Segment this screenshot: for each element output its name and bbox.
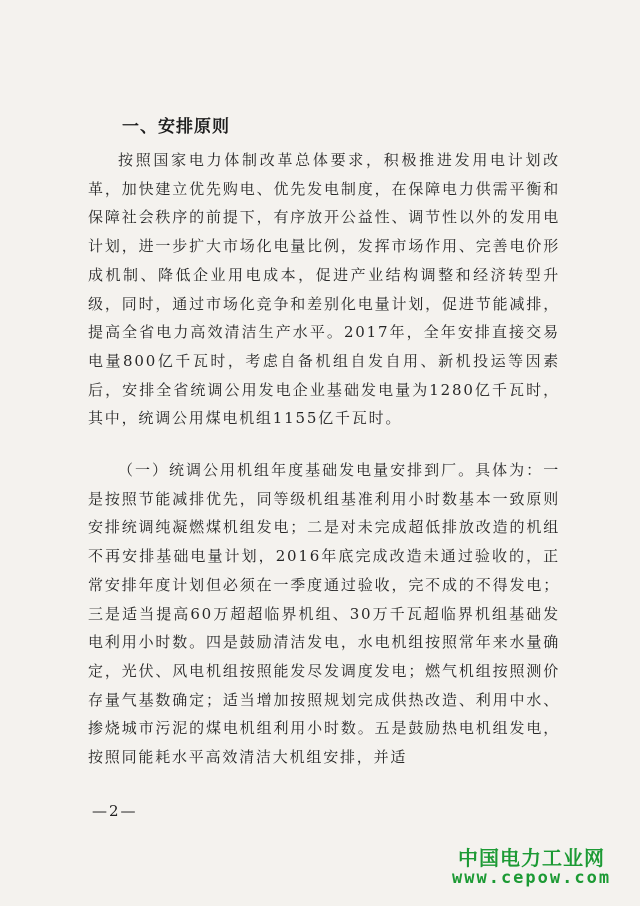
watermark-url: www.cepow.com	[452, 868, 612, 888]
paragraph-principles	[88, 146, 560, 433]
paragraph-unit-allocation	[88, 456, 560, 772]
page-number: —2—	[92, 802, 138, 820]
paragraph-text: 按照国家电力体制改革总体要求，积极推进发用电计划改革，加快建立优先购电、优先发电制度，在保障电力供需平衡和保障社会秩序的前提下，有序放开公益性、调节性以外的发用电计划，进一步扩大市场化电量比例，发挥市场作用、完善电价形成机制、降低企业用电成本，促进产业结构调整和经济转型升级，同时，通过市场化竞争和差别化电量计划，促进节能减排，提高全省电力高效清洁生产水平。2017年，全年安排直接交易电量800亿千瓦时，考虑自备机组自发自用、新机投运等因素后，安排全省统调公用发电企业基础发电量为1280亿千瓦时，其中，统调公用煤电机组1155亿千瓦时。	[88, 151, 560, 428]
watermark-site-name: 中国电力工业网	[458, 846, 605, 870]
paragraph-text: （一）统调公用机组年度基础发电量安排到厂。具体为：一是按照节能减排优先，同等级机组基准利用小时数基本一致原则安排统调纯凝燃煤机组发电；二是对未完成超低排放改造的机组不再安排基础电量计划，2016年底完成改造未通过验收的，正常安排年度计划但必须在一季度通过验收，完不成的不得发电；三是适当提高60万超超临界机组、30万千瓦超临界机组基础发电利用小时数。四是鼓励清洁发电，水电机组按照常年来水量确定，光伏、风电机组按照能发尽发调度发电；燃气机组按照测价存量气基数确定；适当增加按照规划完成供热改造、利用中水、掺烧城市污泥的煤电机组利用小时数。五是鼓励热电机组发电，按照同能耗水平高效清洁大机组安排，并适	[88, 461, 560, 767]
section-heading: 一、安排原则	[122, 117, 230, 137]
